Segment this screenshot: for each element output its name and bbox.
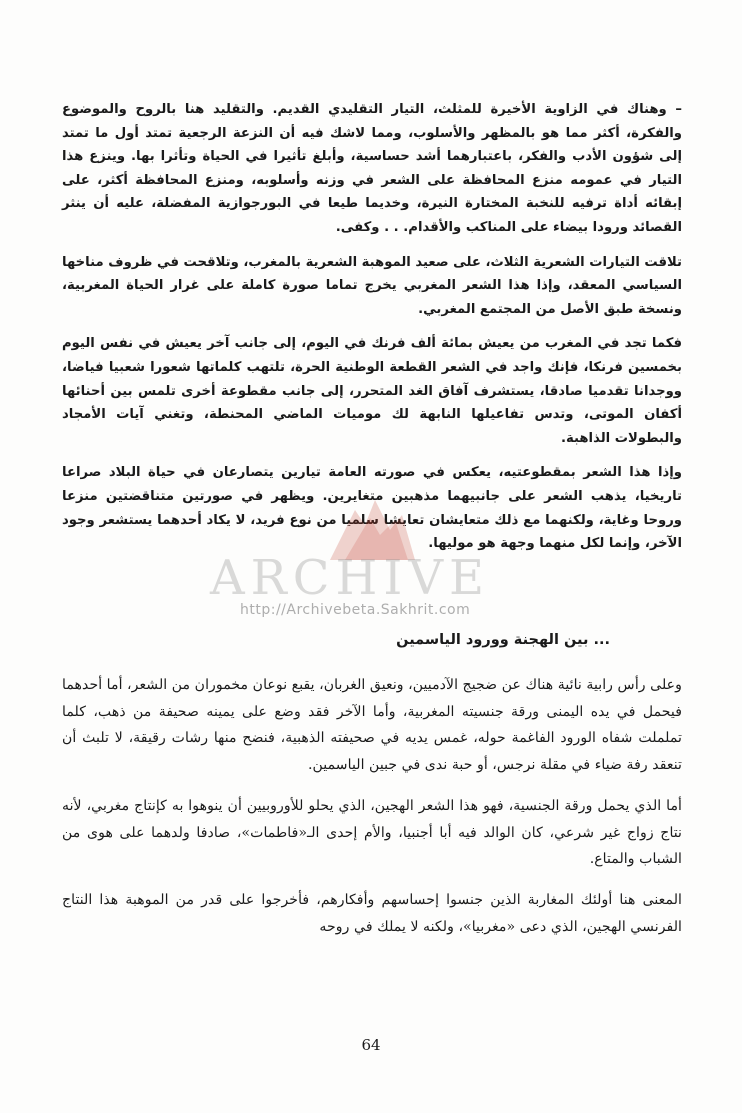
watermark-url: http://Archivebeta.Sakhrit.com [240,602,471,618]
paragraph-currents-meet: تلاقت التيارات الشعرية الثلاث، على صعيد الموهبة الشعرية بالمغرب، وتلاقحت في ظروف مناخها السياسي المعقد، وإذا هذا الشعر المغربي يخرج تماما صورة كاملة على غرار الحياة المغربية، ونسخة طبق الأصل من المجتمع المغربي. [62,254,682,317]
paragraph-two-currents: وإذا هذا الشعر بمقطوعتيه، يعكس في صورته العامة تيارين يتصارعان في حياة البلاد صراعا تاريخيا، يذهب الشعر على جانبيهما مذهبين متغايرين. ويظهر في صورتين متناقضتين منزعا وروحا وغاية، ولكنهما مع ذلك متعايشان تعايشا سلميا من نوع فريد، لا يكاد أحدهما يستشعر وجود الآخر، وإنما لكل منهما وجهة هو موليها. [62,465,682,552]
paragraph-traditional-current: – وهناك في الزاوية الأخيرة للمثلث، التيار التقليدي القديم. والتقليد هنا بالروح والموضوع والفكرة، أكثر مما هو بالمظهر والأسلوب، ومما لاشك فيه أن النزعة الرجعية تمتد أول ما تمتد إلى شؤون الأدب والفكر، باعتبارهما أشد حساسية، وأبلغ تأثيرا في الحياة وتأثرا بها. وينزع هذا التيار في عمومه منزع المحافظة على الشعر في وزنه وأسلوبه، ومنزع المحافظة أكثر، على إبقائه أداة ترفيه للنخبة المختارة النيرة، وخديما طيعا في البورجوازية المفضلة، عليه أن ينثر القصائد ورودا بيضاء على المناكب والأقدام. . . وكفى. [62,102,682,235]
body-text-section [62,672,682,954]
paragraph-hilltop: وعلى رأس رابية نائية هناك عن ضجيج الآدميين، ونعيق الغربان، يقبع نوعان مخموران من الشعر، أما أحدهما فيحمل في يده اليمنى ورقة جنسيته المغربية، وأما الآخر فقد وضع على يمينه صحيفة من ذهب، كلما تململت شفاه الورود الفاغمة حوله، غمس يديه في صحيفته الذهبية، فنضح منها رشات رقيقة، لا تلبث أن تنعقد رفة ضياء في مقلة نرجس، أو حبة ندى في جبين الياسمين. [62,677,682,774]
bold-text-section [62,98,682,567]
section-heading: ... بين الهجنة وورود الياسمين [396,632,610,648]
watermark-text: ARCHIVE [210,550,491,606]
paragraph-nationality: أما الذي يحمل ورقة الجنسية، فهو هذا الشعر الهجين، الذي يحلو للأوروبيين أن ينوهوا به كإنتاج مغربي، لأنه نتاج زواج غير شرعي، كان الوالد فيه أبا أجنبيا، والأم إحدى الـ«فاطمات»، صادفا ولدهما على هوى من الشباب والمتاع. [62,797,682,868]
page-number: 64 [361,1036,381,1054]
paragraph-meaning: المعنى هنا أولئك المغاربة الذين جنسوا إحساسهم وأفكارهم، فأخرجوا على قدر من الموهبة هذا النتاج الفرنسي الهجين، الذي دعى «مغربيا»، ولكنه لا يملك في روحه [62,891,682,935]
paragraph-contrast: فكما تجد في المغرب من يعيش بمائة ألف فرنك في اليوم، إلى جانب آخر يعيش في نفس اليوم بخمسين فرنكا، فإنك واجد في الشعر القطعة الوطنية الحرة، تلتهب كلماتها شعورا شعبيا فياضا، ووجدانا تقدميا صادقا، يستشرف آفاق الغد المتحرر، إلى جانب مقطوعة أخرى تلمس بين أحنائها أكفان الموتى، وتدس تفاعيلها النابهة لك موميات الماضي المحنطة، وتغني آيات الأمجاد والبطولات الذاهبة. [62,336,682,446]
